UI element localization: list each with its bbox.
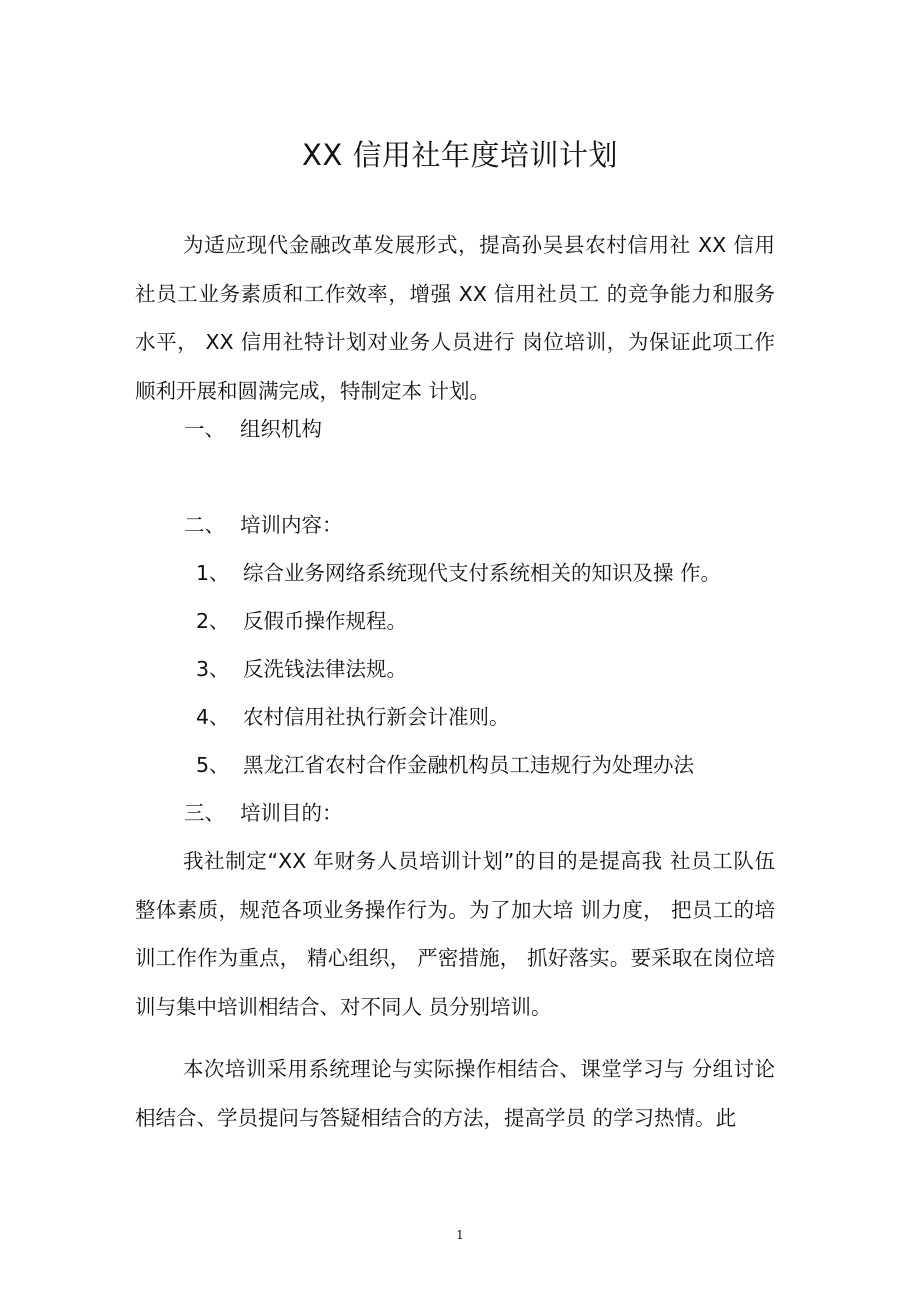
list-item [196, 606, 407, 636]
section-label: 组织机构 [240, 417, 322, 441]
section-number: 一、 [184, 417, 225, 441]
page-number: 1 [456, 1228, 464, 1242]
list-item-number: 1、 [196, 561, 230, 585]
document-title: XX 信用社年度培训计划 [302, 138, 618, 172]
list-item-text: 综合业务网络系统现代支付系统相关的知识及操 作。 [243, 561, 722, 585]
list-item-text: 反洗钱法律法规。 [243, 657, 407, 681]
section-label: 培训目的： [240, 801, 343, 825]
list-item [196, 558, 721, 588]
section-heading-organization [184, 414, 322, 444]
list-item-text: 反假币操作规程。 [243, 609, 407, 633]
list-item-number: 3、 [196, 657, 230, 681]
list-item [196, 750, 694, 780]
purpose-paragraph: 我社制定“XX 年财务人员培训计划”的目的是提高我 社员工队伍整体素质，规范各项业务操作行为。为了加大培 训力度， 把员工的培训工作作为重点， 精心组织， 严密措施， 抓好落实。要采取在岗位培训与集中培训相结合、对不同人 员分别培训。 [135, 849, 775, 1019]
list-item [196, 702, 510, 732]
section-heading-training-content [184, 510, 343, 540]
method-paragraph: 本次培训采用系统理论与实际操作相结合、课堂学习与 分组讨论相结合、学员提问与答疑相结合的方法，提高学员 的学习热情。此 [135, 1057, 775, 1130]
section-number: 二、 [184, 513, 225, 537]
section-heading-training-purpose [184, 798, 343, 828]
list-item-text: 农村信用社执行新会计准则。 [243, 705, 510, 729]
list-item-text: 黑龙江省农村合作金融机构员工违规行为处理办法 [243, 753, 694, 777]
list-item-number: 4、 [196, 705, 230, 729]
section-number: 三、 [184, 801, 225, 825]
section-label: 培训内容： [240, 513, 343, 537]
intro-paragraph: 为适应现代金融改革发展形式，提高孙吴县农村信用社 XX 信用社员工业务素质和工作效率，增强 XX 信用社员工 的竞争能力和服务水平， XX 信用社特计划对业务人员进行 岗位培训，为保证此项工作顺利开展和圆满完成，特制定本 计划。 [135, 233, 775, 403]
list-item-number: 5、 [196, 753, 230, 777]
list-item [196, 654, 407, 684]
list-item-number: 2、 [196, 609, 230, 633]
